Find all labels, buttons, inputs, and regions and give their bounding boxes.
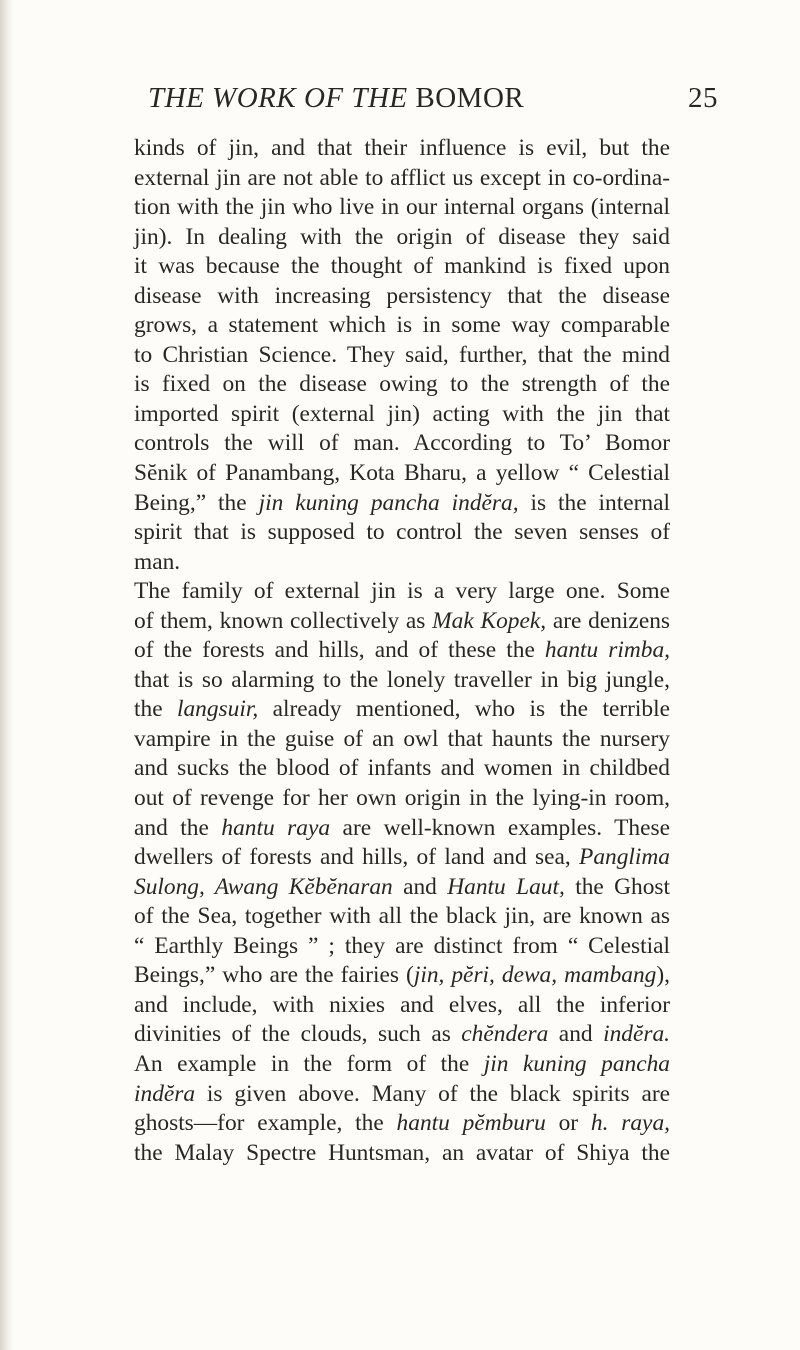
text-run: of them, known collectively as (134, 607, 433, 634)
italic-run: jin kuning pancha indĕra, (258, 489, 519, 516)
text-run: disease with increasing persistency that the disease (134, 282, 670, 309)
text-run: vampire in the guise of an owl that haunts the nursery (134, 725, 670, 752)
italic-run: h. raya, (590, 1110, 670, 1137)
italic-run: indĕra (134, 1080, 196, 1107)
text-run: and (392, 873, 448, 900)
page-gutter-shadow (0, 0, 14, 1350)
text-run: Sĕnik of Panambang, Kota Bharu, a yellow “ Celestial (134, 460, 670, 487)
text-line (134, 1050, 670, 1080)
text-run: and include, with nixies and elves, all the inferior (134, 991, 670, 1018)
text-run: “ Earthly Beings ” ; they are distinct from “ Celestial (134, 932, 670, 959)
text-run: dwellers of forests and hills, of land and sea, (134, 844, 580, 871)
running-head-title-italic: THE WORK OF THE (148, 82, 416, 114)
text-run: imported spirit (external jin) acting with the jin that (134, 400, 670, 427)
text-line (134, 311, 670, 341)
text-line (134, 902, 670, 932)
text-line (134, 784, 670, 814)
text-line (134, 223, 670, 253)
text-run: of the Sea, together with all the black jin, are known as (134, 903, 670, 930)
text-line (134, 814, 670, 844)
text-run: divinities of the clouds, such as (134, 1021, 462, 1048)
italic-run: hantu raya (221, 814, 331, 841)
italic-run: jin kuning pancha (483, 1050, 670, 1077)
text-run: it was because the thought of mankind is fixed upon (134, 253, 670, 280)
text-line (134, 134, 670, 164)
text-run: already mentioned, who is the terrible (258, 696, 670, 723)
text-line (134, 1139, 670, 1169)
text-run: and sucks the blood of infants and women in childbed (134, 755, 670, 782)
text-line (134, 518, 670, 548)
text-run: or (545, 1110, 591, 1137)
text-line (134, 695, 670, 725)
text-run: is fixed on the disease owing to the strength of the (134, 371, 670, 398)
text-line (134, 725, 670, 755)
text-run: out of revenge for her own origin in the lying-in room, (134, 785, 670, 812)
italic-run: jin, pĕri, dewa, mambang (413, 962, 657, 989)
text-line (134, 282, 670, 312)
text-run: grows, a statement which is in some way comparable (134, 312, 670, 339)
italic-run: Sulong, Awang Kĕbĕnaran (134, 873, 393, 900)
text-line (134, 400, 670, 430)
text-line (134, 873, 670, 903)
text-line (134, 548, 670, 578)
text-run: is given above. Many of the black spirits are (195, 1080, 670, 1107)
text-run: the Ghost (564, 873, 671, 900)
text-run: and the (134, 814, 222, 841)
text-run: are denizens (546, 607, 670, 634)
text-run: man. (134, 548, 181, 575)
text-run: ghosts—for example, the (134, 1110, 397, 1137)
page-number: 25 (688, 82, 718, 114)
text-run: that is so alarming to the lonely traveller in big jungle, (134, 666, 670, 693)
text-line (134, 666, 670, 696)
text-run: The family of external jin is a very large one. Some (134, 578, 670, 605)
text-line (134, 1080, 670, 1110)
text-run: the (134, 696, 177, 723)
text-run: and (548, 1021, 604, 1048)
text-line (134, 1020, 670, 1050)
italic-run: hantu rimba, (544, 637, 671, 664)
text-run: spirit that is supposed to control the seven senses of (134, 519, 670, 546)
body-text (134, 134, 670, 1168)
text-run: tion with the jin who live in our internal organs (internal (134, 194, 670, 221)
text-run: ), (656, 962, 670, 989)
text-run: of the forests and hills, and of these the (134, 637, 545, 664)
italic-run: indĕra. (603, 1021, 670, 1048)
text-line (134, 489, 670, 519)
text-run: An example in the form of the (134, 1050, 484, 1077)
text-line (134, 991, 670, 1021)
text-line (134, 932, 670, 962)
text-run: the Malay Spectre Huntsman, an avatar of Shiya the (134, 1139, 670, 1166)
running-head (148, 82, 718, 122)
text-line (134, 164, 670, 194)
text-run: Beings,” who are the fairies ( (134, 962, 414, 989)
text-line (134, 341, 670, 371)
text-run: jin). In dealing with the origin of disease they said (134, 223, 670, 250)
text-run: Being,” the (134, 489, 259, 516)
text-run: to Christian Science. They said, further, that the mind (134, 341, 670, 368)
text-run: external jin are not able to afflict us except in co-ordina- (134, 164, 670, 191)
italic-run: Hantu Laut, (447, 873, 565, 900)
text-line (134, 1109, 670, 1139)
text-run: are well-known examples. These (330, 814, 670, 841)
text-line (134, 636, 670, 666)
text-line (134, 252, 670, 282)
text-line (134, 459, 670, 489)
text-run: controls the will of man. According to To’ Bomor (134, 430, 670, 457)
text-line (134, 754, 670, 784)
running-head-title-roman: BOMOR (415, 82, 525, 114)
text-run: kinds of jin, and that their influence is evil, but the (134, 135, 670, 161)
italic-run: chĕndera (461, 1021, 549, 1048)
text-line (134, 843, 670, 873)
running-head-title (148, 82, 524, 115)
italic-run: Panglima (579, 844, 670, 871)
text-run: is the internal (518, 489, 670, 516)
text-line (134, 961, 670, 991)
text-line (134, 193, 670, 223)
text-line (134, 370, 670, 400)
text-line (134, 429, 670, 459)
text-line (134, 577, 670, 607)
italic-run: hantu pĕmburu (396, 1110, 546, 1137)
text-line (134, 607, 670, 637)
italic-run: langsuir, (176, 696, 259, 723)
italic-run: Mak Kopek, (432, 607, 547, 634)
